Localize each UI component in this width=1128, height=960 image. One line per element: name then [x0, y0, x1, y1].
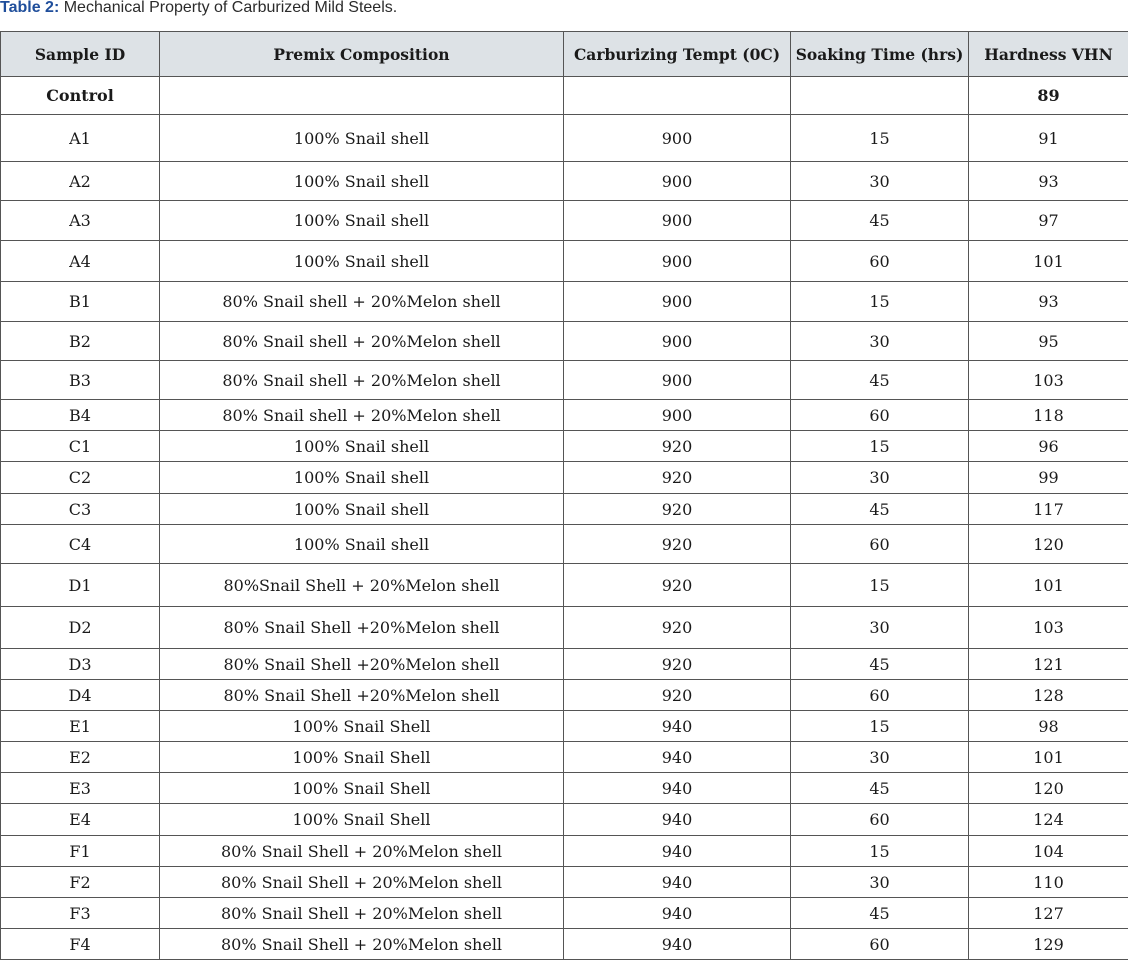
cell-premix-composition: 100% Snail shell	[160, 494, 564, 525]
table-row	[1, 201, 1128, 241]
cell-premix-composition: 80% Snail shell + 20%Melon shell	[160, 361, 564, 400]
cell-sample-id: D4	[1, 680, 160, 711]
cell-hardness: 128	[969, 680, 1128, 711]
table-row	[1, 607, 1128, 649]
cell-carburizing-temperature: 940	[564, 773, 791, 804]
cell-hardness: 104	[969, 836, 1128, 867]
cell-premix-composition: 100% Snail Shell	[160, 711, 564, 742]
cell-premix-composition: 100% Snail shell	[160, 162, 564, 201]
cell-premix-composition: 100% Snail Shell	[160, 773, 564, 804]
table-row	[1, 867, 1128, 898]
cell-carburizing-temperature: 940	[564, 836, 791, 867]
cell-soaking-time: 60	[791, 525, 969, 564]
cell-premix-composition: 80% Snail Shell +20%Melon shell	[160, 649, 564, 680]
cell-soaking-time: 15	[791, 115, 969, 162]
cell-sample-id: F4	[1, 929, 160, 960]
cell-premix-composition: 80% Snail shell + 20%Melon shell	[160, 322, 564, 361]
cell-carburizing-temperature: 900	[564, 361, 791, 400]
cell-premix-composition: 80% Snail shell + 20%Melon shell	[160, 400, 564, 431]
cell-premix-composition: 80% Snail Shell +20%Melon shell	[160, 680, 564, 711]
cell-soaking-time: 15	[791, 282, 969, 322]
header-soaking-time: Soaking Time (hrs)	[791, 32, 969, 77]
cell-premix-composition: 80% Snail Shell + 20%Melon shell	[160, 836, 564, 867]
cell-premix-composition: 100% Snail shell	[160, 115, 564, 162]
cell-sample-id: D3	[1, 649, 160, 680]
cell-carburizing-temperature: 900	[564, 241, 791, 282]
cell-carburizing-temperature	[564, 77, 791, 115]
cell-carburizing-temperature: 900	[564, 201, 791, 241]
cell-carburizing-temperature: 900	[564, 282, 791, 322]
cell-sample-id: D1	[1, 564, 160, 607]
cell-hardness: 89	[969, 77, 1128, 115]
table-row	[1, 564, 1128, 607]
cell-sample-id: C3	[1, 494, 160, 525]
cell-sample-id: Control	[1, 77, 160, 115]
cell-soaking-time: 45	[791, 494, 969, 525]
table-body	[1, 77, 1128, 960]
table-row	[1, 282, 1128, 322]
cell-hardness: 127	[969, 898, 1128, 929]
table-header-row	[1, 32, 1128, 77]
cell-carburizing-temperature: 940	[564, 711, 791, 742]
table-row	[1, 431, 1128, 462]
cell-sample-id: A3	[1, 201, 160, 241]
cell-premix-composition: 100% Snail Shell	[160, 804, 564, 836]
cell-premix-composition: 100% Snail shell	[160, 241, 564, 282]
cell-hardness: 98	[969, 711, 1128, 742]
cell-premix-composition: 80% Snail shell + 20%Melon shell	[160, 282, 564, 322]
cell-soaking-time: 30	[791, 162, 969, 201]
cell-sample-id: B2	[1, 322, 160, 361]
table-row	[1, 898, 1128, 929]
cell-carburizing-temperature: 920	[564, 649, 791, 680]
cell-carburizing-temperature: 940	[564, 929, 791, 960]
cell-carburizing-temperature: 920	[564, 494, 791, 525]
cell-soaking-time: 45	[791, 773, 969, 804]
table-row	[1, 649, 1128, 680]
cell-soaking-time: 15	[791, 711, 969, 742]
cell-soaking-time: 45	[791, 201, 969, 241]
cell-carburizing-temperature: 920	[564, 680, 791, 711]
cell-carburizing-temperature: 920	[564, 607, 791, 649]
cell-hardness: 101	[969, 241, 1128, 282]
cell-soaking-time: 30	[791, 867, 969, 898]
cell-sample-id: E4	[1, 804, 160, 836]
cell-premix-composition: 80%Snail Shell + 20%Melon shell	[160, 564, 564, 607]
table-row	[1, 929, 1128, 960]
cell-soaking-time: 15	[791, 836, 969, 867]
cell-sample-id: A1	[1, 115, 160, 162]
cell-sample-id: D2	[1, 607, 160, 649]
cell-hardness: 120	[969, 773, 1128, 804]
table-row	[1, 525, 1128, 564]
cell-soaking-time	[791, 77, 969, 115]
cell-carburizing-temperature: 900	[564, 400, 791, 431]
cell-sample-id: B3	[1, 361, 160, 400]
cell-soaking-time: 45	[791, 361, 969, 400]
cell-premix-composition: 100% Snail shell	[160, 525, 564, 564]
table-row	[1, 462, 1128, 494]
cell-soaking-time: 15	[791, 431, 969, 462]
cell-carburizing-temperature: 900	[564, 115, 791, 162]
cell-hardness: 129	[969, 929, 1128, 960]
hardness-table	[0, 31, 1128, 960]
cell-sample-id: E3	[1, 773, 160, 804]
table-row	[1, 711, 1128, 742]
cell-premix-composition: 80% Snail Shell +20%Melon shell	[160, 607, 564, 649]
cell-carburizing-temperature: 940	[564, 742, 791, 773]
cell-hardness: 93	[969, 162, 1128, 201]
cell-premix-composition	[160, 77, 564, 115]
cell-hardness: 101	[969, 564, 1128, 607]
cell-sample-id: E1	[1, 711, 160, 742]
cell-sample-id: C4	[1, 525, 160, 564]
cell-sample-id: A2	[1, 162, 160, 201]
cell-sample-id: F2	[1, 867, 160, 898]
cell-premix-composition: 80% Snail Shell + 20%Melon shell	[160, 929, 564, 960]
table-caption-text: Mechanical Property of Carburized Mild Steels.	[59, 0, 398, 16]
header-premix-composition: Premix Composition	[160, 32, 564, 77]
table-row	[1, 322, 1128, 361]
cell-premix-composition: 100% Snail shell	[160, 201, 564, 241]
cell-hardness: 103	[969, 607, 1128, 649]
cell-sample-id: F1	[1, 836, 160, 867]
table-row	[1, 241, 1128, 282]
cell-carburizing-temperature: 900	[564, 322, 791, 361]
cell-carburizing-temperature: 940	[564, 804, 791, 836]
cell-sample-id: C1	[1, 431, 160, 462]
cell-sample-id: A4	[1, 241, 160, 282]
cell-soaking-time: 60	[791, 680, 969, 711]
cell-hardness: 120	[969, 525, 1128, 564]
cell-premix-composition: 80% Snail Shell + 20%Melon shell	[160, 898, 564, 929]
cell-premix-composition: 80% Snail Shell + 20%Melon shell	[160, 867, 564, 898]
table-row	[1, 804, 1128, 836]
cell-soaking-time: 30	[791, 462, 969, 494]
cell-soaking-time: 60	[791, 804, 969, 836]
cell-soaking-time: 15	[791, 564, 969, 607]
cell-soaking-time: 30	[791, 742, 969, 773]
cell-hardness: 93	[969, 282, 1128, 322]
cell-sample-id: C2	[1, 462, 160, 494]
table-row	[1, 680, 1128, 711]
cell-hardness: 96	[969, 431, 1128, 462]
cell-soaking-time: 60	[791, 929, 969, 960]
cell-hardness: 97	[969, 201, 1128, 241]
cell-carburizing-temperature: 940	[564, 867, 791, 898]
header-hardness: Hardness VHN	[969, 32, 1128, 77]
table-row	[1, 162, 1128, 201]
table-row	[1, 836, 1128, 867]
table-caption	[0, 0, 397, 18]
header-sample-id: Sample ID	[1, 32, 160, 77]
cell-hardness: 121	[969, 649, 1128, 680]
cell-soaking-time: 45	[791, 898, 969, 929]
table-caption-label: Table 2:	[0, 0, 60, 16]
cell-carburizing-temperature: 920	[564, 431, 791, 462]
cell-sample-id: B4	[1, 400, 160, 431]
cell-premix-composition: 100% Snail Shell	[160, 742, 564, 773]
cell-premix-composition: 100% Snail shell	[160, 462, 564, 494]
cell-hardness: 117	[969, 494, 1128, 525]
cell-hardness: 110	[969, 867, 1128, 898]
cell-carburizing-temperature: 900	[564, 162, 791, 201]
cell-hardness: 95	[969, 322, 1128, 361]
cell-soaking-time: 30	[791, 322, 969, 361]
cell-hardness: 118	[969, 400, 1128, 431]
table-row	[1, 494, 1128, 525]
table-row	[1, 773, 1128, 804]
cell-premix-composition: 100% Snail shell	[160, 431, 564, 462]
cell-soaking-time: 45	[791, 649, 969, 680]
cell-carburizing-temperature: 920	[564, 462, 791, 494]
table-row	[1, 115, 1128, 162]
cell-hardness: 101	[969, 742, 1128, 773]
cell-sample-id: E2	[1, 742, 160, 773]
cell-hardness: 124	[969, 804, 1128, 836]
table-row-control	[1, 77, 1128, 115]
cell-soaking-time: 60	[791, 241, 969, 282]
table-row	[1, 400, 1128, 431]
cell-hardness: 99	[969, 462, 1128, 494]
cell-soaking-time: 60	[791, 400, 969, 431]
cell-carburizing-temperature: 920	[564, 564, 791, 607]
table-row	[1, 361, 1128, 400]
cell-sample-id: F3	[1, 898, 160, 929]
cell-hardness: 91	[969, 115, 1128, 162]
header-carburizing-temperature: Carburizing Tempt (0C)	[564, 32, 791, 77]
cell-carburizing-temperature: 940	[564, 898, 791, 929]
cell-sample-id: B1	[1, 282, 160, 322]
cell-soaking-time: 30	[791, 607, 969, 649]
cell-carburizing-temperature: 920	[564, 525, 791, 564]
table-row	[1, 742, 1128, 773]
cell-hardness: 103	[969, 361, 1128, 400]
